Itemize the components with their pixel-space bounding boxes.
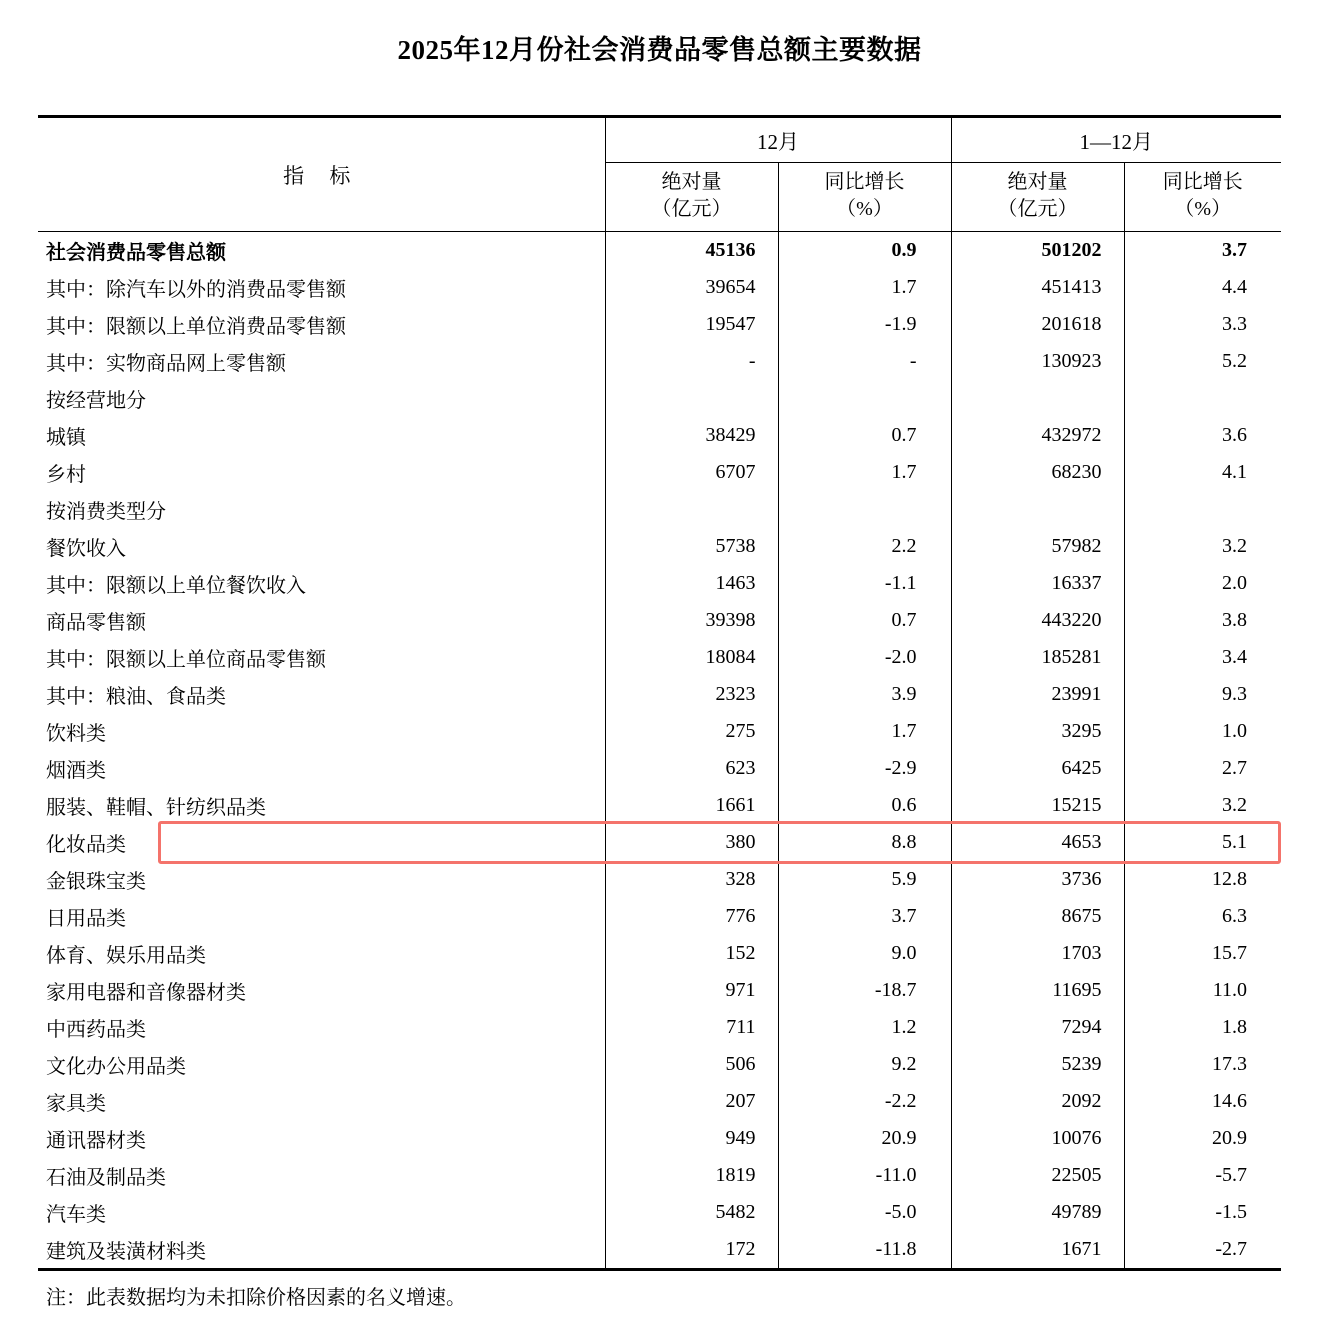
cell-cumulative-absolute: 1703 (951, 935, 1124, 972)
table-row (38, 565, 1281, 602)
row-label: 中西药品类 (38, 1009, 605, 1046)
cell-cumulative-absolute: 68230 (951, 454, 1124, 491)
cell-cumulative-yoy: -2.7 (1215, 1238, 1247, 1260)
cell-cumulative-yoy: 1.0 (1222, 720, 1247, 742)
retail-sales-table (38, 115, 1281, 1271)
cell-month-absolute: 152 (605, 935, 778, 972)
cell-cumulative-absolute: 3736 (951, 861, 1124, 898)
cell-month-absolute: 39398 (605, 602, 778, 639)
table-row (38, 1009, 1281, 1046)
table-row (38, 269, 1281, 306)
cell-cumulative-yoy: 20.9 (1212, 1127, 1247, 1149)
cell-month-absolute: 19547 (605, 306, 778, 343)
cell-month-yoy: 9.2 (778, 1046, 951, 1083)
cell-month-absolute: 6707 (605, 454, 778, 491)
cell-month-absolute: 776 (605, 898, 778, 935)
cell-cumulative-absolute: 16337 (951, 565, 1124, 602)
cell-month-yoy: 1.7 (778, 713, 951, 750)
cell-cumulative-yoy: 1.8 (1222, 1016, 1247, 1038)
row-label: 其中：限额以上单位餐饮收入 (38, 565, 605, 602)
header-indicator: 指 标 (38, 117, 605, 232)
table-footer (38, 1270, 1281, 1272)
table-row (38, 861, 1281, 898)
table-row (38, 1194, 1281, 1231)
header-cumulative-absolute-line2: （亿元） (997, 198, 1078, 220)
cell-cumulative-absolute: 451413 (951, 269, 1124, 306)
row-label: 金银珠宝类 (38, 861, 605, 898)
table-row (38, 343, 1281, 380)
row-label: 其中：限额以上单位消费品零售额 (38, 306, 605, 343)
header-month-yoy-line2: （%） (836, 198, 893, 220)
table-body (38, 232, 1281, 1270)
cell-month-absolute: 5482 (605, 1194, 778, 1231)
row-label: 其中：实物商品网上零售额 (38, 343, 605, 380)
cell-cumulative-yoy: 3.3 (1222, 313, 1247, 335)
row-label: 饮料类 (38, 713, 605, 750)
cell-month-absolute: 949 (605, 1120, 778, 1157)
table-row (38, 898, 1281, 935)
cell-month-yoy: 2.2 (778, 528, 951, 565)
cell-cumulative-absolute: 57982 (951, 528, 1124, 565)
cell-cumulative-yoy: 4.4 (1222, 276, 1247, 298)
cell-cumulative-absolute: 185281 (951, 639, 1124, 676)
cell-cumulative-yoy (1124, 380, 1281, 417)
row-label: 石油及制品类 (38, 1157, 605, 1194)
cell-cumulative-yoy: 3.6 (1222, 424, 1247, 446)
row-label: 乡村 (38, 454, 605, 491)
cell-cumulative-absolute: 11695 (951, 972, 1124, 1009)
row-label: 社会消费品零售总额 (38, 232, 605, 270)
header-month-yoy (778, 163, 951, 232)
row-label: 城镇 (38, 417, 605, 454)
cell-cumulative-absolute: 501202 (951, 232, 1124, 270)
cell-cumulative-absolute: 5239 (951, 1046, 1124, 1083)
cell-month-absolute: 971 (605, 972, 778, 1009)
cell-month-yoy (778, 491, 951, 528)
table-row (38, 380, 1281, 417)
cell-cumulative-yoy: 15.7 (1212, 942, 1247, 964)
cell-month-absolute (605, 380, 778, 417)
cell-month-absolute: 1463 (605, 565, 778, 602)
row-label: 汽车类 (38, 1194, 605, 1231)
row-label: 日用品类 (38, 898, 605, 935)
row-label: 其中：除汽车以外的消费品零售额 (38, 269, 605, 306)
table-row (38, 454, 1281, 491)
cell-cumulative-yoy: 3.7 (1222, 239, 1247, 261)
row-label: 按消费类型分 (38, 491, 605, 528)
cell-month-yoy: -2.2 (778, 1083, 951, 1120)
table-row (38, 787, 1281, 824)
table-row (38, 935, 1281, 972)
cell-cumulative-absolute: 201618 (951, 306, 1124, 343)
cell-cumulative-yoy: 5.1 (1222, 831, 1247, 853)
cell-month-absolute: 623 (605, 750, 778, 787)
cell-cumulative-yoy: 3.4 (1222, 646, 1247, 668)
cell-month-absolute: 2323 (605, 676, 778, 713)
cell-cumulative-yoy: -1.5 (1215, 1201, 1247, 1223)
cell-month-absolute: 38429 (605, 417, 778, 454)
cell-month-yoy: 0.6 (778, 787, 951, 824)
cell-month-yoy: 8.8 (778, 824, 951, 861)
cell-cumulative-absolute: 7294 (951, 1009, 1124, 1046)
cell-month-absolute: 1819 (605, 1157, 778, 1194)
cell-month-yoy: 0.7 (778, 417, 951, 454)
cell-cumulative-absolute: 23991 (951, 676, 1124, 713)
cell-cumulative-yoy: 2.0 (1222, 572, 1247, 594)
header-group-cumulative: 1—12月 (951, 117, 1281, 163)
cell-month-absolute: 711 (605, 1009, 778, 1046)
row-label: 家用电器和音像器材类 (38, 972, 605, 1009)
cell-month-absolute: 207 (605, 1083, 778, 1120)
table-row (38, 713, 1281, 750)
cell-month-absolute: 5738 (605, 528, 778, 565)
cell-cumulative-yoy (1124, 491, 1281, 528)
table-row (38, 750, 1281, 787)
cell-month-yoy: 3.7 (778, 898, 951, 935)
cell-month-yoy: -2.0 (778, 639, 951, 676)
cell-month-yoy: -11.8 (778, 1231, 951, 1270)
cell-cumulative-yoy: 4.1 (1222, 461, 1247, 483)
cell-cumulative-absolute: 22505 (951, 1157, 1124, 1194)
cell-month-yoy: -11.0 (778, 1157, 951, 1194)
header-cumulative-absolute-line1: 绝对量 (1007, 171, 1068, 193)
cell-cumulative-absolute (951, 380, 1124, 417)
header-month-yoy-line1: 同比增长 (824, 171, 905, 193)
cell-month-yoy: -1.9 (778, 306, 951, 343)
row-label: 化妆品类 (38, 824, 605, 861)
table-row (38, 528, 1281, 565)
header-cumulative-yoy (1124, 163, 1281, 232)
cell-month-absolute: 275 (605, 713, 778, 750)
table-row (38, 676, 1281, 713)
cell-cumulative-absolute: 130923 (951, 343, 1124, 380)
cell-month-absolute: 1661 (605, 787, 778, 824)
table-top-rule (38, 117, 1281, 163)
row-label: 文化办公用品类 (38, 1046, 605, 1083)
header-month-absolute-line1: 绝对量 (661, 171, 722, 193)
cell-month-yoy: 20.9 (778, 1120, 951, 1157)
cell-cumulative-absolute: 3295 (951, 713, 1124, 750)
header-cumulative-absolute (951, 163, 1124, 232)
cell-month-yoy: -1.1 (778, 565, 951, 602)
table-row (38, 1083, 1281, 1120)
page-title: 2025年12月份社会消费品零售总额主要数据 (397, 35, 922, 65)
cell-cumulative-absolute: 49789 (951, 1194, 1124, 1231)
table-row (38, 602, 1281, 639)
cell-month-absolute (605, 491, 778, 528)
cell-month-absolute: 45136 (605, 232, 778, 270)
cell-cumulative-absolute: 8675 (951, 898, 1124, 935)
cell-month-yoy (778, 380, 951, 417)
cell-month-absolute: 18084 (605, 639, 778, 676)
cell-cumulative-absolute: 2092 (951, 1083, 1124, 1120)
table-row (38, 1157, 1281, 1194)
cell-month-yoy: -5.0 (778, 1194, 951, 1231)
table-note: 注：此表数据均为未扣除价格因素的名义增速。 (46, 1287, 466, 1309)
cell-cumulative-yoy: 2.7 (1222, 757, 1247, 779)
table-row (38, 232, 1281, 270)
table-bottom-rule (38, 1270, 1281, 1272)
table-row (38, 824, 1281, 861)
table-container (38, 115, 1281, 1271)
cell-cumulative-yoy: 14.6 (1212, 1090, 1247, 1112)
cell-cumulative-absolute: 443220 (951, 602, 1124, 639)
cell-cumulative-absolute: 15215 (951, 787, 1124, 824)
cell-month-yoy: -18.7 (778, 972, 951, 1009)
cell-cumulative-yoy: 6.3 (1222, 905, 1247, 927)
header-group-month: 12月 (605, 117, 951, 163)
cell-month-yoy: 1.7 (778, 454, 951, 491)
row-label: 服装、鞋帽、针纺织品类 (38, 787, 605, 824)
row-label: 其中：粮油、食品类 (38, 676, 605, 713)
header-cumulative-yoy-line1: 同比增长 (1162, 171, 1243, 193)
cell-month-yoy: 0.7 (778, 602, 951, 639)
table-row (38, 491, 1281, 528)
cell-cumulative-absolute: 432972 (951, 417, 1124, 454)
cell-cumulative-yoy: 3.8 (1222, 609, 1247, 631)
header-month-absolute (605, 163, 778, 232)
row-label: 餐饮收入 (38, 528, 605, 565)
table-row (38, 972, 1281, 1009)
row-label: 其中：限额以上单位商品零售额 (38, 639, 605, 676)
table-row (38, 306, 1281, 343)
cell-cumulative-absolute (951, 491, 1124, 528)
row-label: 商品零售额 (38, 602, 605, 639)
cell-cumulative-yoy: 11.0 (1212, 979, 1247, 1001)
cell-cumulative-absolute: 6425 (951, 750, 1124, 787)
cell-month-yoy: - (778, 343, 951, 380)
cell-month-yoy: 0.9 (778, 232, 951, 270)
table-row (38, 1046, 1281, 1083)
table-row (38, 417, 1281, 454)
cell-cumulative-yoy: -5.7 (1215, 1164, 1247, 1186)
header-cumulative-yoy-line2: （%） (1174, 198, 1232, 220)
row-label: 家具类 (38, 1083, 605, 1120)
cell-cumulative-yoy: 12.8 (1212, 868, 1247, 890)
cell-cumulative-yoy: 5.2 (1222, 350, 1247, 372)
cell-cumulative-yoy: 9.3 (1222, 683, 1247, 705)
row-label: 体育、娱乐用品类 (38, 935, 605, 972)
table-header (38, 117, 1281, 232)
cell-cumulative-absolute: 10076 (951, 1120, 1124, 1157)
cell-month-absolute: 328 (605, 861, 778, 898)
cell-month-absolute: 380 (605, 824, 778, 861)
row-label: 按经营地分 (38, 380, 605, 417)
table-row (38, 1231, 1281, 1270)
cell-month-yoy: 1.2 (778, 1009, 951, 1046)
cell-cumulative-yoy: 3.2 (1222, 794, 1247, 816)
cell-month-absolute: - (605, 343, 778, 380)
cell-month-absolute: 172 (605, 1231, 778, 1270)
cell-cumulative-yoy: 3.2 (1222, 535, 1247, 557)
cell-month-yoy: 9.0 (778, 935, 951, 972)
cell-month-yoy: -2.9 (778, 750, 951, 787)
cell-month-yoy: 5.9 (778, 861, 951, 898)
cell-month-absolute: 39654 (605, 269, 778, 306)
row-label: 通讯器材类 (38, 1120, 605, 1157)
cell-cumulative-absolute: 4653 (951, 824, 1124, 861)
table-row (38, 639, 1281, 676)
cell-cumulative-absolute: 1671 (951, 1231, 1124, 1270)
row-label: 烟酒类 (38, 750, 605, 787)
header-month-absolute-line2: （亿元） (651, 198, 732, 220)
cell-cumulative-yoy: 17.3 (1212, 1053, 1247, 1075)
cell-month-absolute: 506 (605, 1046, 778, 1083)
cell-month-yoy: 1.7 (778, 269, 951, 306)
cell-month-yoy: 3.9 (778, 676, 951, 713)
row-label: 建筑及装潢材料类 (38, 1231, 605, 1270)
table-row (38, 1120, 1281, 1157)
